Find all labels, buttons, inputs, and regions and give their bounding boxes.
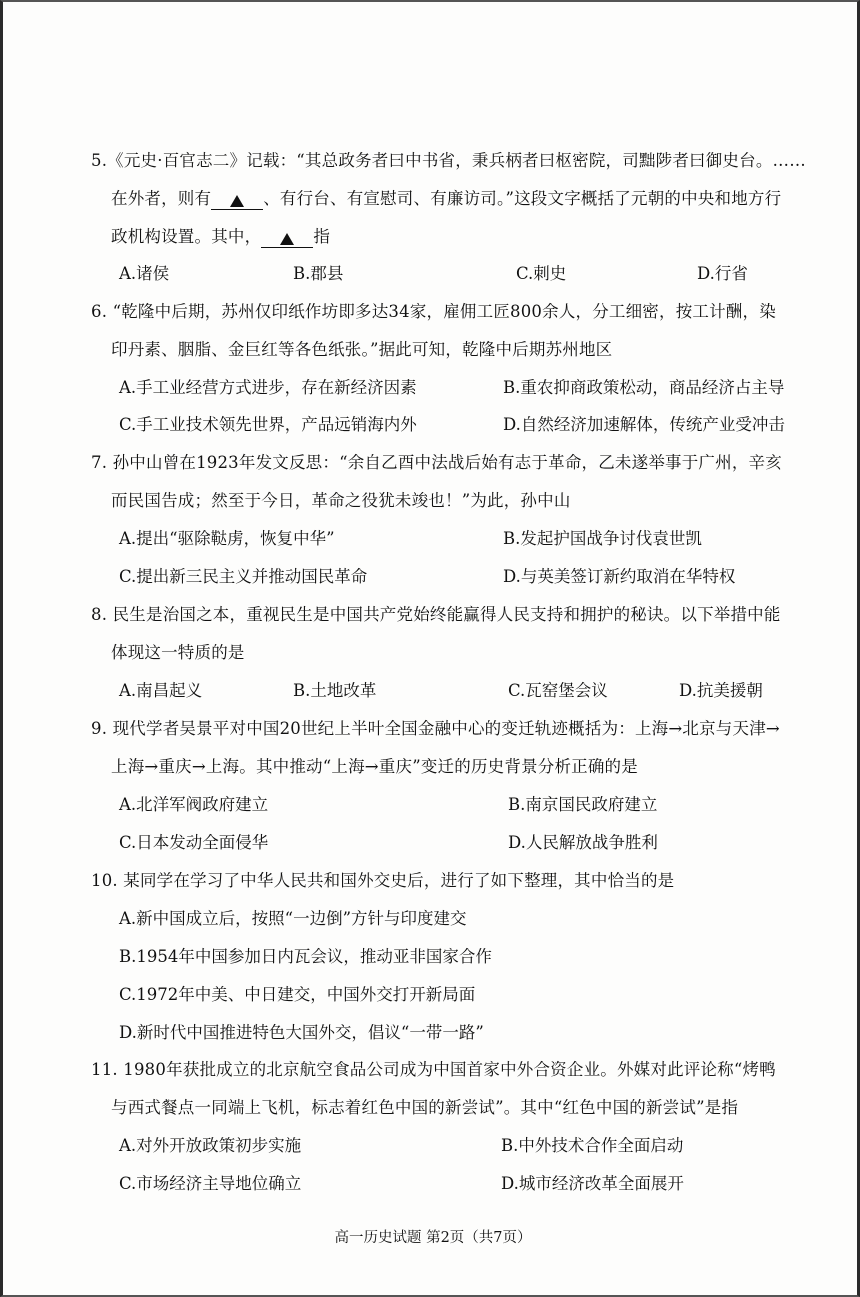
q10-option-d: D.新时代中国推进特色大国外交，倡议“一带一路” [119, 1023, 484, 1042]
q10-option-b: B.1954年中国参加日内瓦会议，推动亚非国家合作 [119, 947, 492, 966]
page-footer: 高一历史试题 第2页（共7页） [334, 1230, 532, 1246]
q6-line2: 印丹素、胭脂、金巨红等各色纸张。”据此可知，乾隆中后期苏州地区 [111, 340, 613, 359]
q7-option-a: A.提出“驱除鞑虏，恢复中华” [119, 529, 335, 548]
q10-option-c: C.1972年中美、中日建交，中国外交打开新局面 [119, 985, 476, 1004]
q9-option-d: D.人民解放战争胜利 [508, 833, 658, 852]
q5-line3 [111, 226, 330, 248]
q8-line1: 8. 民生是治国之本，重视民生是中国共产党始终能赢得人民支持和拥护的秘诀。以下举措中能 [91, 605, 781, 624]
q7-line1: 7. 孙中山曾在1923年发文反思：“余自乙酉中法战后始有志于革命，乙未遂举事于广州，辛亥 [91, 453, 782, 472]
q5-option-c: C.刺史 [516, 264, 567, 283]
triangle-icon [230, 195, 244, 207]
q6-option-d: D.自然经济加速解体，传统产业受冲击 [503, 415, 785, 434]
q6-option-c: C.手工业技术领先世界，产品远销海内外 [119, 415, 417, 434]
q11-option-d: D.城市经济改革全面展开 [501, 1174, 684, 1193]
q5-option-b: B.郡县 [293, 264, 344, 283]
q7-option-d: D.与英美签订新约取消在华特权 [503, 567, 736, 586]
answer-blank [211, 191, 263, 210]
q5-line3-end: 指 [313, 227, 331, 246]
q8-line2: 体现这一特质的是 [111, 643, 245, 662]
q11-line2: 与西式餐点一同端上飞机，标志着红色中国的新尝试”。其中“红色中国的新尝试”是指 [111, 1098, 739, 1117]
triangle-icon [280, 233, 294, 245]
q9-option-b: B.南京国民政府建立 [508, 795, 658, 814]
q10-line1: 10. 某同学在学习了中华人民共和国外交史后，进行了如下整理，其中恰当的是 [91, 871, 675, 890]
q7-option-c: C.提出新三民主义并推动国民革命 [119, 567, 368, 586]
q8-option-d: D.抗美援朝 [679, 681, 763, 700]
answer-blank [261, 229, 313, 248]
q5-line2 [111, 188, 781, 210]
q5-line2-start: 在外者，则有 [111, 189, 212, 208]
q11-option-a: A.对外开放政策初步实施 [119, 1136, 302, 1155]
q7-option-b: B.发起护国战争讨伐袁世凯 [503, 529, 702, 548]
q9-option-c: C.日本发动全面侵华 [119, 833, 269, 852]
q6-line1: 6. “乾隆中后期，苏州仅印纸作坊即多达34家，雇佣工匠800余人，分工细密，按工计酬，染 [91, 302, 776, 321]
q8-option-a: A.南昌起义 [119, 681, 203, 700]
q9-line2: 上海→重庆→上海。其中推动“上海→重庆”变迁的历史背景分析正确的是 [111, 757, 638, 776]
q11-option-b: B.中外技术合作全面启动 [501, 1136, 684, 1155]
q5-option-d: D.行省 [697, 264, 748, 283]
q6-option-a: A.手工业经营方式进步，存在新经济因素 [119, 378, 417, 397]
q5-line1: 5.《元史·百官志二》记载：“其总政务者曰中书省，秉兵柄者曰枢密院，司黜陟者曰御史台。…… [91, 151, 806, 170]
q5-option-a: A.诸侯 [119, 264, 170, 283]
q9-line1: 9. 现代学者吴景平对中国20世纪上半叶全国金融中心的变迁轨迹概括为：上海→北京与天津→ [91, 719, 780, 738]
q10-option-a: A.新中国成立后，按照“一边倒”方针与印度建交 [119, 909, 467, 928]
q11-option-c: C.市场经济主导地位确立 [119, 1174, 302, 1193]
q8-option-c: C.瓦窑堡会议 [508, 681, 608, 700]
q11-line1: 11. 1980年获批成立的北京航空食品公司成为中国首家中外合资企业。外媒对此评论称“烤鸭 [91, 1060, 776, 1079]
q5-line3-start: 政机构设置。其中， [111, 227, 262, 246]
q7-line2: 而民国告成；然至于今日，革命之役犹未竣也！”为此，孙中山 [111, 491, 571, 510]
q8-option-b: B.土地改革 [293, 681, 377, 700]
q6-option-b: B.重农抑商政策松动，商品经济占主导 [503, 378, 785, 397]
q5-line2-end: 、有行台、有宣慰司、有廉访司。”这段文字概括了元朝的中央和地方行 [263, 189, 782, 208]
q9-option-a: A.北洋军阀政府建立 [119, 795, 269, 814]
